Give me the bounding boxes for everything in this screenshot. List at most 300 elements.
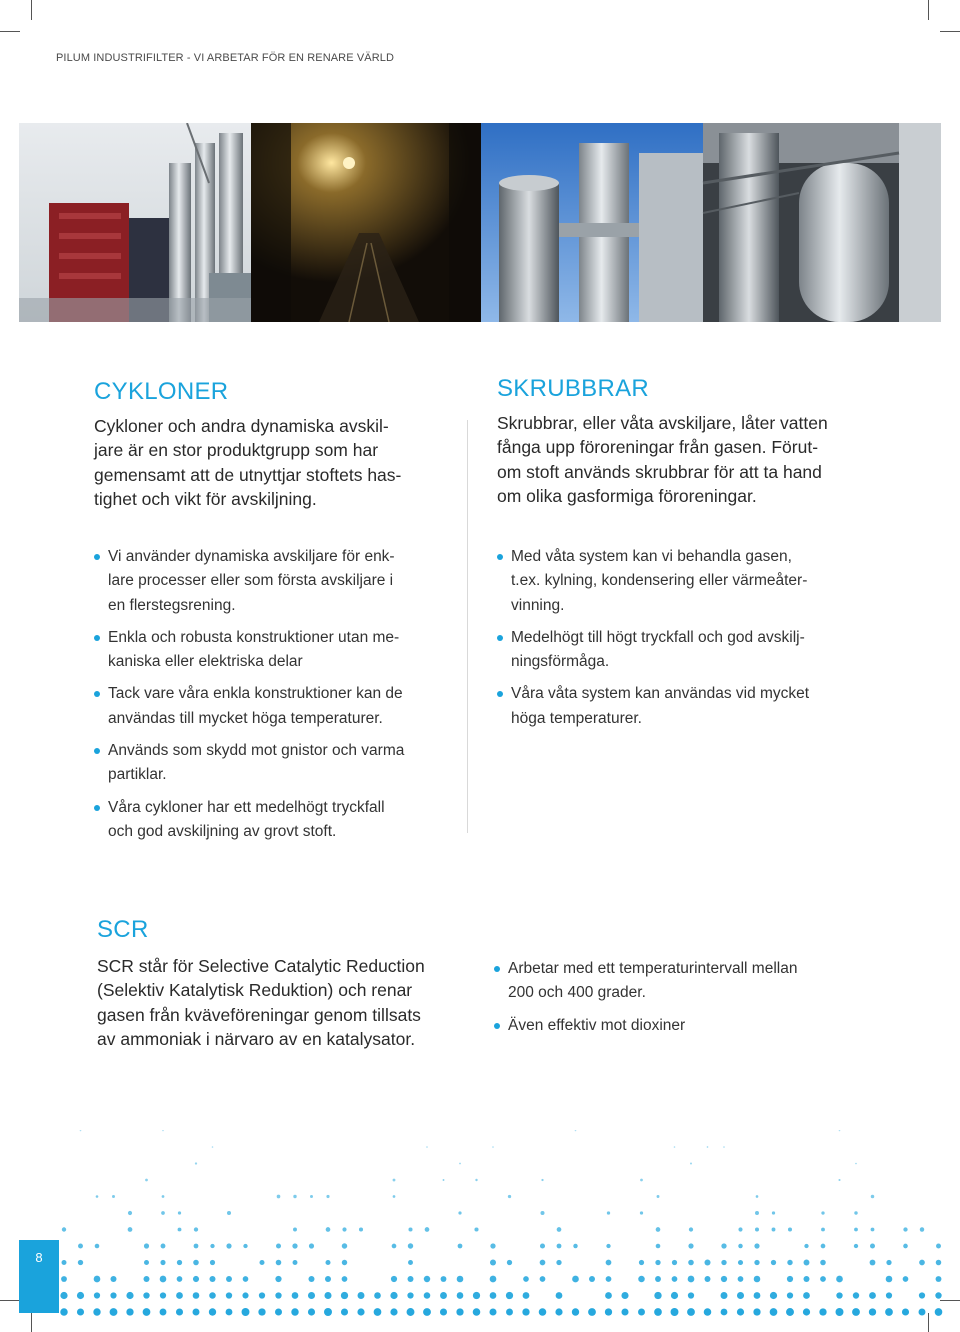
skrubbrar-lead-line: Skrubbrar, eller våta avskiljare, låter vatten [497, 413, 828, 433]
decorative-dot [672, 1276, 678, 1282]
decorative-dot [275, 1292, 281, 1298]
decorative-dot [655, 1260, 660, 1265]
decorative-dot [293, 1228, 297, 1232]
decorative-dot [457, 1292, 464, 1299]
decorative-dot [854, 1211, 857, 1214]
decorative-dot [456, 1308, 463, 1315]
decorative-dot [638, 1276, 645, 1283]
decorative-dot [128, 1211, 132, 1215]
decorative-dot [640, 1179, 643, 1182]
crop-mark-top-left-v [31, 0, 32, 20]
decorative-dot [162, 1130, 164, 1131]
decorative-dot [919, 1260, 925, 1266]
decorative-dot [492, 1146, 494, 1148]
decorative-dot [755, 1228, 759, 1232]
decorative-dot [655, 1276, 661, 1282]
decorative-dot [440, 1292, 447, 1299]
decorative-dot [242, 1308, 250, 1316]
decorative-dot [523, 1276, 529, 1282]
decorative-dot [688, 1260, 694, 1266]
decorative-dot [540, 1260, 546, 1266]
cykloner-section [94, 378, 428, 511]
decorative-dot [772, 1228, 776, 1232]
list-item: Även effektiv mot dioxiner [494, 1014, 844, 1038]
decorative-dot [490, 1243, 495, 1248]
skrubbrar-lead-line: fånga upp föroreningar från gasen. Förut- [497, 437, 819, 458]
decorative-dot [226, 1243, 231, 1248]
decorative-dot [110, 1276, 116, 1282]
decorative-dot [572, 1276, 579, 1283]
decorative-dot [392, 1244, 397, 1249]
decorative-dot [754, 1243, 759, 1248]
decorative-dot [77, 1292, 84, 1299]
decorative-dot [408, 1243, 413, 1248]
decorative-dot [575, 1130, 577, 1131]
decorative-dot [704, 1259, 710, 1265]
decorative-dot [393, 1195, 396, 1198]
decorative-dot [755, 1211, 759, 1215]
decorative-dot [606, 1276, 612, 1282]
skrubbrar-lead-line: om stoft används skrubbrar för att ta hand [497, 461, 822, 482]
decorative-dot [342, 1227, 346, 1231]
decorative-dot [342, 1260, 347, 1265]
decorative-dot [474, 1227, 478, 1231]
list-item: Enkla och robusta konstruktioner utan me- kaniska eller elektriska delar [94, 626, 439, 675]
decorative-dot [657, 1195, 660, 1198]
decorative-dot [738, 1227, 742, 1231]
decorative-dot [936, 1276, 942, 1282]
decorative-dot [836, 1276, 843, 1283]
decorative-dot [885, 1308, 893, 1316]
decorative-dot [291, 1308, 298, 1315]
decorative-dot [342, 1243, 347, 1248]
decorative-dot [62, 1227, 66, 1231]
decorative-dot [920, 1227, 924, 1231]
scr-lead-line: (Selektiv Katalytisk Reduktion) och renar [97, 980, 413, 1001]
decorative-dot [671, 1292, 678, 1299]
decorative-dot [144, 1276, 150, 1282]
decorative-dot [737, 1308, 744, 1315]
decorative-dot [787, 1276, 793, 1282]
decorative-dot [80, 1130, 82, 1131]
decorative-dot [788, 1227, 792, 1231]
decorative-dot [473, 1308, 481, 1316]
decorative-dot [820, 1276, 826, 1282]
decorative-dot [143, 1292, 149, 1298]
cykloner-lead [94, 414, 428, 511]
decorative-dot [490, 1259, 496, 1265]
decorative-dot [489, 1308, 496, 1315]
decorative-dot [391, 1276, 397, 1282]
decorative-dot [753, 1308, 760, 1315]
decorative-dot [936, 1244, 941, 1249]
decorative-dot [176, 1308, 183, 1315]
decorative-dot [94, 1292, 100, 1298]
decorative-dot [707, 1146, 709, 1148]
decorative-dot [160, 1309, 167, 1316]
decorative-dot [654, 1308, 662, 1316]
decorative-dot [821, 1211, 824, 1214]
decorative-dot [178, 1228, 182, 1232]
decorative-dot [541, 1179, 543, 1181]
decorative-dot [705, 1276, 711, 1282]
scr-title: SCR [97, 916, 149, 943]
decorative-dot [606, 1244, 610, 1248]
decorative-dot [60, 1292, 67, 1299]
decorative-dot [621, 1292, 628, 1299]
decorative-dot [721, 1276, 727, 1282]
decorative-dot [473, 1292, 480, 1299]
decorative-dot [293, 1195, 296, 1198]
list-item: Med våta system kan vi behandla gasen, t.ex. kylning, kondensering eller värmeåter- vinning. [497, 545, 847, 618]
decorative-dot [325, 1276, 331, 1282]
decorative-dot [243, 1244, 247, 1248]
scr-section [97, 916, 460, 1051]
decorative-dot [357, 1308, 364, 1315]
decorative-dot [855, 1163, 857, 1165]
decorative-dot [177, 1260, 182, 1265]
decorative-dot [458, 1211, 461, 1214]
decorative-dot [721, 1243, 726, 1248]
decorative-dot [819, 1308, 826, 1315]
scr-lead-line: SCR står för Selective Catalytic Reduction [97, 956, 425, 976]
decorative-dot [523, 1292, 530, 1299]
decorative-dot [194, 1244, 199, 1249]
decorative-dot [870, 1244, 875, 1249]
decorative-dot [161, 1244, 166, 1249]
decorative-dot [770, 1308, 778, 1316]
decorative-dot [540, 1243, 545, 1248]
decorative-dot [227, 1211, 231, 1215]
decorative-dot [836, 1308, 844, 1316]
decorative-dot [804, 1244, 808, 1248]
decorative-dot [606, 1260, 612, 1266]
decorative-dot [589, 1276, 595, 1282]
decorative-dot [556, 1292, 563, 1299]
decorative-dot [919, 1309, 926, 1316]
decorative-dot [407, 1308, 415, 1316]
decorative-dot [607, 1211, 610, 1214]
decorative-dot [358, 1292, 365, 1299]
decorative-dot [176, 1292, 183, 1299]
decorative-dot [77, 1308, 84, 1315]
crop-mark-top-right-h [940, 31, 960, 32]
decorative-dot [903, 1276, 909, 1282]
decorative-dot [557, 1244, 562, 1249]
skrubbrar-section [497, 375, 877, 508]
decorative-dot [690, 1163, 692, 1165]
crop-mark-top-left-h [0, 31, 20, 32]
decorative-dot [226, 1309, 233, 1316]
decorative-dot [688, 1276, 695, 1283]
decorative-dot [656, 1227, 661, 1232]
decorative-dot [853, 1292, 859, 1298]
list-item: Vi använder dynamiska avskiljare för enk- lare processer eller som första avskiljare i en flerstegsrening. [94, 545, 439, 618]
decorative-dot [738, 1260, 743, 1265]
decorative-dot [292, 1243, 297, 1248]
column-divider [467, 420, 468, 833]
decorative-dot [854, 1228, 858, 1232]
decorative-dot [209, 1292, 216, 1299]
decorative-dot [162, 1195, 165, 1198]
skrubbrar-lead-line: om olika gasformiga föroreningar. [497, 485, 757, 506]
decorative-dot [209, 1276, 215, 1282]
decorative-dot [308, 1292, 315, 1299]
decorative-dot [96, 1195, 99, 1198]
decorative-dot [886, 1292, 892, 1298]
decorative-dot [555, 1308, 562, 1315]
decorative-dot [838, 1179, 840, 1181]
decorative-dot [639, 1260, 644, 1265]
decorative-dot [507, 1260, 512, 1265]
decorative-dot [672, 1260, 677, 1265]
decorative-dot [210, 1244, 214, 1248]
decorative-dot [770, 1292, 777, 1299]
list-item: Våra cykloner har ett medelhögt tryckfall och god avskiljning av grovt stoft. [94, 796, 439, 845]
decorative-dot [689, 1227, 693, 1231]
decorative-dot [787, 1260, 792, 1265]
decorative-dot [359, 1227, 363, 1231]
decorative-dot [820, 1260, 826, 1266]
crop-mark-top-right-v [928, 0, 929, 20]
decorative-dot [803, 1292, 810, 1299]
decorative-dot [60, 1308, 67, 1315]
decorative-dot [721, 1260, 726, 1265]
scr-bullet-list [494, 957, 844, 1038]
decorative-dot [490, 1292, 497, 1299]
list-item: Används som skydd mot gnistor och varma partiklar. [94, 739, 439, 788]
scr-lead-line: gasen från kväveföreningar genom tillsats [97, 1004, 421, 1025]
decorative-dot [490, 1276, 497, 1283]
decorative-dot [193, 1260, 199, 1266]
decorative-dot [457, 1276, 464, 1283]
decorative-dot [209, 1308, 216, 1315]
decorative-dot [425, 1227, 430, 1232]
decorative-dot [407, 1292, 413, 1298]
decorative-dot [325, 1260, 330, 1265]
decorative-dot [212, 1146, 214, 1148]
decorative-dot [441, 1276, 447, 1282]
decorative-dot [506, 1292, 513, 1299]
decorative-dot [374, 1308, 382, 1316]
decorative-dot [78, 1244, 83, 1249]
decorative-dot [160, 1292, 166, 1298]
decorative-dot [721, 1309, 728, 1316]
cykloner-lead-line: gemensamt att de utnyttjar stoftets has- [94, 464, 402, 485]
decorative-dot [62, 1260, 67, 1265]
decorative-dot [408, 1227, 412, 1231]
decorative-dot [638, 1309, 645, 1316]
decorative-dot [852, 1308, 860, 1316]
decorative-dot [259, 1292, 265, 1298]
decorative-dot [94, 1276, 101, 1283]
decorative-dot [621, 1308, 628, 1315]
decorative-dot-pattern [0, 1130, 960, 1332]
decorative-dot [93, 1308, 100, 1315]
decorative-dot [408, 1260, 413, 1265]
decorative-dot [903, 1244, 908, 1249]
decorative-dot [458, 1244, 463, 1249]
decorative-dot [374, 1292, 381, 1299]
decorative-dot [605, 1292, 612, 1299]
decorative-dot [539, 1308, 547, 1316]
decorative-dot [786, 1308, 794, 1316]
decorative-dot [324, 1308, 332, 1316]
decorative-dot [440, 1308, 447, 1315]
decorative-dot [110, 1292, 116, 1298]
decorative-dot [226, 1292, 232, 1298]
decorative-dot [869, 1308, 876, 1315]
decorative-dot [540, 1211, 544, 1215]
decorative-dot [572, 1308, 579, 1315]
decorative-dot [193, 1276, 199, 1282]
decorative-dot [886, 1260, 891, 1265]
decorative-dot [871, 1195, 875, 1199]
decorative-dot [737, 1292, 744, 1299]
running-header: PILUM INDUSTRIFILTER - VI ARBETAR FÖR EN RENARE VÄRLD [56, 52, 394, 64]
industrial-photo-strip [19, 123, 941, 322]
decorative-dot [242, 1292, 248, 1298]
decorative-dot [688, 1243, 693, 1248]
decorative-dot [772, 1211, 775, 1214]
decorative-dot [687, 1308, 695, 1316]
decorative-dot [210, 1260, 215, 1265]
decorative-dot [935, 1292, 941, 1298]
cykloner-lead-line: tighet och vikt för avskiljning. [94, 488, 317, 509]
decorative-dot [723, 1146, 725, 1148]
decorative-dot [144, 1243, 149, 1248]
decorative-dot [178, 1211, 181, 1214]
decorative-dot [308, 1276, 314, 1282]
decorative-dot [556, 1260, 561, 1265]
decorative-dot [195, 1162, 197, 1164]
decorative-dot [839, 1130, 841, 1131]
decorative-dot [870, 1260, 876, 1266]
decorative-dot [771, 1260, 776, 1265]
page-number-tab [19, 1240, 59, 1313]
decorative-dot [803, 1276, 809, 1282]
decorative-dot [721, 1292, 728, 1299]
decorative-dot [143, 1308, 151, 1316]
decorative-dot [787, 1292, 793, 1298]
decorative-dot [821, 1244, 826, 1249]
skrubbrar-lead [497, 411, 877, 508]
decorative-dot [871, 1228, 875, 1232]
decorative-dot [804, 1260, 810, 1266]
decorative-dot [259, 1260, 264, 1265]
cykloner-title: CYKLONER [94, 378, 229, 405]
decorative-dot [506, 1309, 513, 1316]
decorative-dot [61, 1276, 67, 1282]
decorative-dot [803, 1308, 810, 1315]
decorative-dot [443, 1179, 445, 1181]
decorative-dot [193, 1292, 200, 1299]
decorative-dot [126, 1308, 133, 1315]
page-number: 8 [35, 1250, 43, 1265]
cykloner-lead-line: Cykloner och andra dynamiska avskil- [94, 416, 389, 436]
decorative-dot [276, 1260, 282, 1266]
decorative-dot [426, 1146, 428, 1148]
list-item: Medelhögt till högt tryckfall och god avskilj- ningsförmåga. [497, 626, 847, 675]
list-item: Arbetar med ett temperaturintervall mellan 200 och 400 grader. [494, 957, 844, 1006]
decorative-dot [177, 1276, 183, 1282]
decorative-dot [408, 1276, 414, 1282]
decorative-dot [326, 1227, 331, 1232]
decorative-dot [821, 1228, 825, 1232]
decorative-dot [226, 1276, 232, 1282]
decorative-dot [276, 1244, 281, 1249]
decorative-dot [903, 1227, 907, 1231]
decorative-dot [688, 1292, 694, 1298]
decorative-dot [126, 1292, 133, 1299]
decorative-dot [160, 1276, 167, 1283]
decorative-dot [886, 1276, 893, 1283]
decorative-dot [902, 1308, 909, 1315]
decorative-dot [540, 1276, 546, 1282]
decorative-dot [112, 1195, 115, 1198]
decorative-dot [258, 1308, 265, 1315]
decorative-dot [522, 1308, 529, 1315]
decorative-dot [161, 1211, 165, 1215]
decorative-dot [557, 1227, 562, 1232]
decorative-dot [110, 1308, 118, 1316]
decorative-dot [936, 1260, 942, 1266]
decorative-dot [640, 1211, 643, 1214]
decorative-dot [738, 1276, 744, 1282]
decorative-dot [341, 1292, 348, 1299]
list-item: Tack vare våra enkla konstruktioner kan de användas till mycket höga temperaturer. [94, 682, 439, 731]
list-item: Våra våta system kan användas vid mycket höga temperaturer. [497, 682, 847, 731]
cykloner-bullet-list [94, 545, 439, 844]
decorative-dot [144, 1260, 149, 1265]
decorative-dot [656, 1244, 661, 1249]
decorative-dot [341, 1308, 348, 1315]
decorative-dot [160, 1260, 165, 1265]
decorative-dot [919, 1292, 925, 1298]
skrubbrar-title: SKRUBBRAR [497, 375, 650, 402]
scr-lead-line: av ammoniak i närvaro av en katalysator. [97, 1028, 416, 1049]
decorative-dot [424, 1276, 430, 1282]
decorative-dot [324, 1292, 331, 1299]
decorative-dot [869, 1292, 876, 1299]
decorative-dot [393, 1179, 396, 1182]
decorative-dot [475, 1179, 477, 1181]
decorative-dot [674, 1146, 676, 1148]
cykloner-lead-line: jare är en stor produktgrupp som har [94, 440, 379, 461]
decorative-dot [78, 1260, 83, 1265]
decorative-dot [243, 1276, 249, 1282]
decorative-dot [390, 1308, 397, 1315]
decorative-dot [275, 1276, 281, 1282]
decorative-dot [754, 1260, 759, 1265]
decorative-dot [342, 1276, 348, 1282]
skrubbrar-bullet-list [497, 545, 847, 731]
decorative-dot [605, 1308, 612, 1315]
decorative-dot [704, 1308, 712, 1316]
decorative-dot [588, 1308, 596, 1316]
decorative-dot [277, 1195, 281, 1199]
decorative-dot [194, 1227, 198, 1231]
decorative-dot [671, 1308, 679, 1316]
decorative-dot [935, 1308, 943, 1316]
decorative-dot [654, 1292, 661, 1299]
decorative-dot [145, 1179, 148, 1182]
decorative-dot [309, 1243, 314, 1248]
decorative-dot [854, 1244, 858, 1248]
decorative-dot [756, 1195, 759, 1198]
decorative-dot [326, 1195, 329, 1198]
decorative-dot [836, 1292, 842, 1298]
